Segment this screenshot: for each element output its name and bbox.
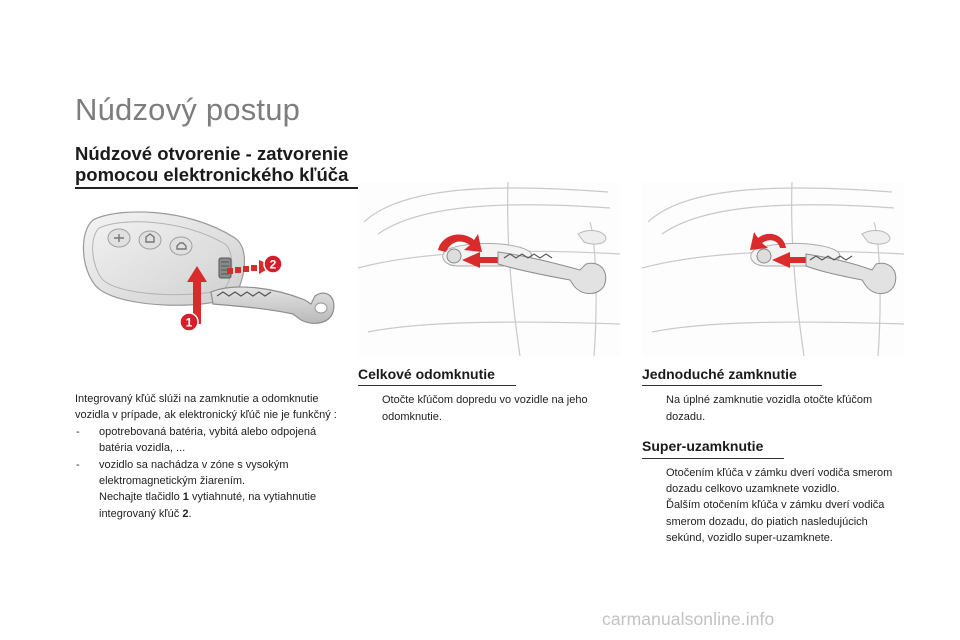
list-item-text: vozidlo sa nachádza v zóne s vysokým elektromagnetickým žiarením.: [99, 458, 289, 488]
list-item: [75, 424, 345, 457]
list-item: [75, 457, 345, 490]
svg-text:1: 1: [185, 315, 193, 330]
watermark: carmanualsonline.info: [602, 609, 775, 629]
list-marker: -: [76, 425, 80, 438]
door-unlock-illustration: [358, 182, 620, 356]
super-lock-heading: Super-uzamknutie: [642, 438, 784, 458]
section-title-line-1: Núdzové otvorenie - zatvorenie: [75, 143, 349, 164]
section-title-line-2: pomocou elektronického kľúča: [75, 164, 349, 185]
step-text-prefix: Nechajte tlačidlo: [99, 491, 183, 504]
step-text-middle: vytiahnuté, na vytiahnutie integrovaný kľúč: [99, 491, 317, 520]
list-item-text: Na úplné zamknutie vozidla otočte kľúčom dozadu.: [666, 394, 873, 423]
door-lock-cylinder: [757, 249, 771, 263]
list-item-text: Ďalším otočením kľúča v zámku dverí vodiča smerom dozadu, do piatich nasledujúcich sekúnd, vozidlo super-uzamknete.: [666, 499, 885, 545]
step-key-number: 2: [182, 507, 189, 520]
intro-paragraph: Integrovaný kľúč slúži na zamknutie a odomknutie vozidla v prípade, ak elektronický kľúč nie je funkčný :: [75, 393, 337, 422]
list-item: [642, 497, 904, 546]
page-title: Núdzový postup: [75, 92, 301, 127]
smart-key-illustration: [75, 200, 345, 356]
mechanical-key-blade: [211, 287, 334, 323]
list-item-text: opotrebovaná batéria, vybitá alebo odpojená batéria vozidla, ...: [99, 425, 317, 455]
unlock-section: [358, 366, 620, 425]
lock-heading: Jednoduché zamknutie: [642, 366, 822, 386]
list-item-text: Otočením kľúča v zámku dverí vodiča smerom dozadu celkovo uzamknete vozidlo.: [666, 466, 893, 496]
list-marker: -: [76, 458, 80, 471]
badge-2: [264, 255, 282, 273]
door-lock-cylinder: [447, 249, 461, 263]
section-title: [75, 143, 375, 185]
section-title-underline: [75, 187, 362, 189]
step-button-number: 1: [182, 491, 189, 504]
list-item: [642, 392, 904, 425]
list-item: [358, 392, 620, 425]
step-item: [75, 489, 345, 522]
svg-text:2: 2: [269, 257, 277, 272]
lock-section: [642, 366, 904, 547]
unlock-heading: Celkové odomknutie: [358, 366, 516, 386]
door-lock-illustration: [642, 182, 904, 356]
list-item: [642, 465, 904, 498]
step-text-suffix: .: [188, 507, 192, 520]
list-item-text: Otočte kľúčom dopredu vo vozidle na jeho odomknutie.: [382, 394, 588, 423]
badge-1: [180, 313, 198, 331]
intro-text: [75, 391, 345, 522]
